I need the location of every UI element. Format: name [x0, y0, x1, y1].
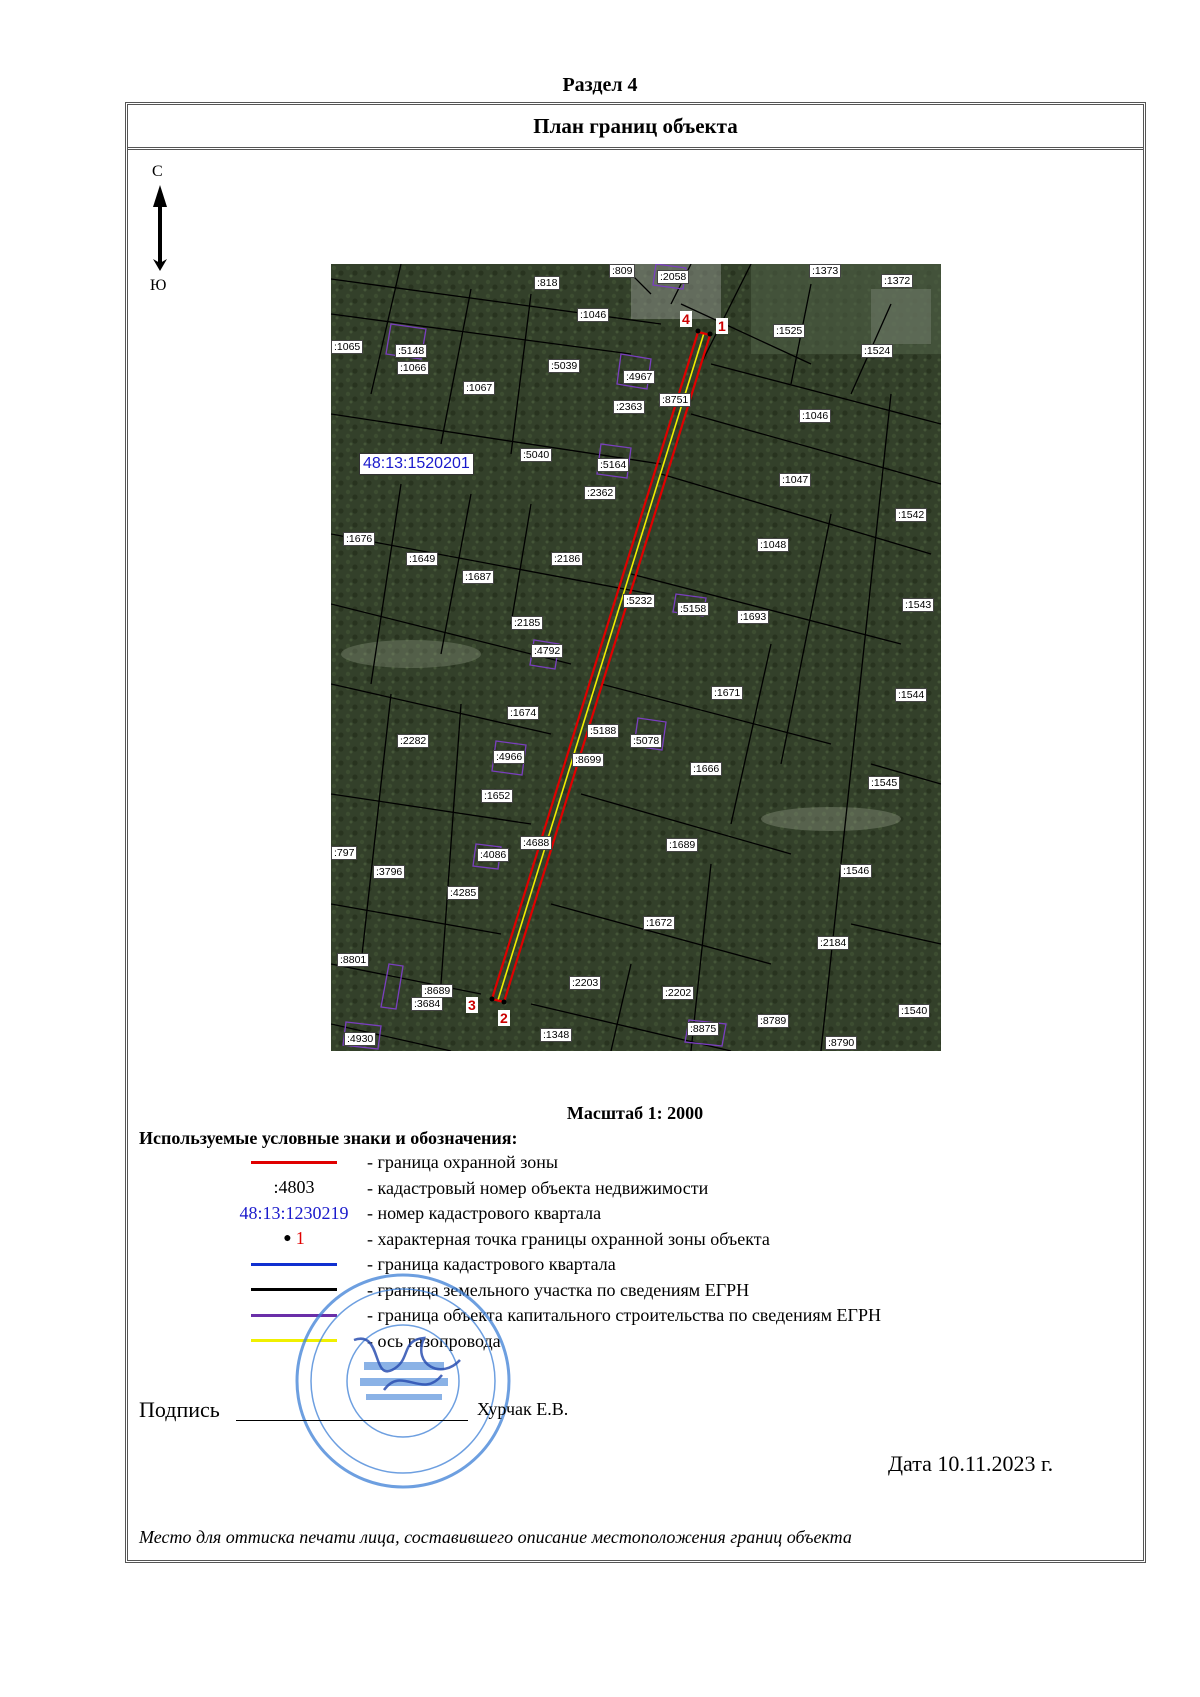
map-scale: Масштаб 1: 2000: [566, 1103, 704, 1123]
north-arrow: [150, 163, 180, 293]
seal-stamp: [292, 1270, 514, 1492]
block-label: 48:13:1520201: [359, 453, 474, 475]
parcel-label: :1046: [799, 409, 831, 423]
legend-description: - граница кадастрового квартала: [367, 1254, 616, 1274]
parcel-label: :5232: [623, 594, 655, 608]
north-arrow-icon: [150, 163, 180, 293]
parcel-label: :5188: [587, 724, 619, 738]
legend-symbol: [199, 1176, 389, 1200]
parcel-label: :1671: [711, 686, 743, 700]
parcel-label: :1649: [406, 552, 438, 566]
signature-label: Подпись: [139, 1397, 220, 1422]
parcel-label: :1674: [507, 706, 539, 720]
frame-title: План границ объекта: [128, 105, 1143, 150]
legend-symbol: [199, 1201, 389, 1225]
document-date: Дата 10.11.2023 г.: [888, 1451, 1054, 1476]
parcel-label: :4086: [477, 848, 509, 862]
parcel-label: :4285: [447, 886, 479, 900]
legend-item: [139, 1278, 1099, 1302]
signature-line: [236, 1420, 468, 1421]
parcel-label: :1546: [840, 864, 872, 878]
legend-item: [139, 1303, 1099, 1327]
legend-point-number: 1: [295, 1228, 305, 1248]
parcel-label: :5039: [548, 359, 580, 373]
parcel-label: :1048: [757, 538, 789, 552]
parcel-label: :1543: [902, 598, 934, 612]
parcel-label: :2202: [662, 986, 694, 1000]
parcel-label: :3684: [411, 997, 443, 1011]
parcel-label: :8699: [572, 753, 604, 767]
parcel-label: :1067: [463, 381, 495, 395]
footnote: Место для оттиска печати лица, составившего описание местоположения границ объекта: [139, 1527, 852, 1547]
legend-description: - ось газопровода: [367, 1330, 501, 1351]
parcel-label: :5148: [395, 344, 427, 358]
parcel-label: :2185: [511, 616, 543, 630]
parcel-label: :4966: [493, 750, 525, 764]
parcel-label: :8801: [337, 953, 369, 967]
legend-item: [139, 1329, 1099, 1353]
parcel-label: :1372: [881, 274, 913, 288]
parcel-label: :8790: [825, 1036, 857, 1050]
north-label: С: [152, 163, 163, 180]
legend-line-swatch: [251, 1263, 337, 1266]
parcel-label: :5040: [520, 448, 552, 462]
parcel-label: :8875: [687, 1022, 719, 1036]
parcel-label: :2058: [657, 270, 689, 284]
section-title: Раздел 4: [562, 74, 638, 96]
parcel-label: :1373: [809, 264, 841, 278]
parcel-label: :2362: [584, 486, 616, 500]
parcel-label: :1545: [868, 776, 900, 790]
parcel-label: :809: [609, 264, 635, 278]
legend-item: [139, 1201, 1099, 1225]
parcel-label: :1540: [898, 1004, 930, 1018]
parcel-label: :1046: [577, 308, 609, 322]
legend-title: Используемые условные знаки и обозначения:: [139, 1128, 518, 1148]
legend-description: - граница земельного участка по сведениям ЕГРН: [367, 1279, 750, 1300]
parcel-label: :4688: [520, 836, 552, 850]
point-label-1: 1: [718, 318, 726, 334]
parcel-label: :4792: [531, 644, 563, 658]
parcel-label: :2363: [613, 400, 645, 414]
cadastral-map: [331, 264, 941, 1051]
legend-description: - граница охранной зоны: [367, 1152, 558, 1172]
signer-name: Хурчак Е.В.: [477, 1399, 569, 1419]
legend-symbol-text: 48:13:1230219: [239, 1202, 349, 1223]
parcel-label: :4967: [623, 370, 655, 384]
parcel-label: :1693: [737, 610, 769, 624]
point-label-2: 2: [500, 1010, 508, 1026]
legend-item: [139, 1176, 1099, 1200]
parcel-label: :5078: [630, 734, 662, 748]
parcel-label: :1065: [331, 340, 363, 354]
legend-line-swatch: [251, 1161, 337, 1164]
parcel-label: :1687: [462, 570, 494, 584]
legend-item: [139, 1227, 1099, 1251]
parcel-label: :1542: [895, 508, 927, 522]
parcel-label: :1666: [690, 762, 722, 776]
legend-symbol: [199, 1150, 389, 1174]
parcel-label: :1047: [779, 473, 811, 487]
legend-point-dot-icon: ●: [283, 1230, 292, 1246]
parcel-label: :1689: [666, 838, 698, 852]
parcel-label: :2186: [551, 552, 583, 566]
parcel-label: :818: [534, 276, 560, 290]
parcel-label: :4930: [344, 1032, 376, 1046]
parcel-label: :797: [331, 846, 357, 860]
parcel-label: :8789: [757, 1014, 789, 1028]
legend-symbol: [199, 1227, 389, 1251]
parcel-label: :2184: [817, 936, 849, 950]
legend-symbol-text: :4803: [273, 1177, 315, 1197]
parcel-label: :1544: [895, 688, 927, 702]
south-label: Ю: [150, 277, 167, 294]
point-label-4: 4: [682, 311, 690, 327]
parcel-label: :5164: [597, 458, 629, 472]
parcel-label: :1348: [540, 1028, 572, 1042]
parcel-label: :1652: [481, 789, 513, 803]
parcel-label: :3796: [373, 865, 405, 879]
parcel-label: :1066: [397, 361, 429, 375]
legend-item: [139, 1252, 1099, 1276]
legend-description: - характерная точка границы охранной зоны объекта: [367, 1228, 770, 1249]
parcel-label: :1524: [861, 344, 893, 358]
legend-description: - граница объекта капитального строительства по сведениям ЕГРН: [367, 1305, 881, 1325]
parcel-label: :1525: [773, 324, 805, 338]
legend-description: - номер кадастрового квартала: [367, 1203, 602, 1223]
legend-description: - кадастровый номер объекта недвижимости: [367, 1177, 709, 1198]
point-label-3: 3: [468, 997, 476, 1013]
legend-item: [139, 1150, 1099, 1174]
parcel-label: :2282: [397, 734, 429, 748]
parcel-label: :5158: [677, 602, 709, 616]
parcel-label: :1672: [643, 916, 675, 930]
parcel-label: :2203: [569, 976, 601, 990]
parcel-label: :1676: [343, 532, 375, 546]
parcel-label: :8689: [421, 984, 453, 998]
parcel-label: :8751: [659, 393, 691, 407]
